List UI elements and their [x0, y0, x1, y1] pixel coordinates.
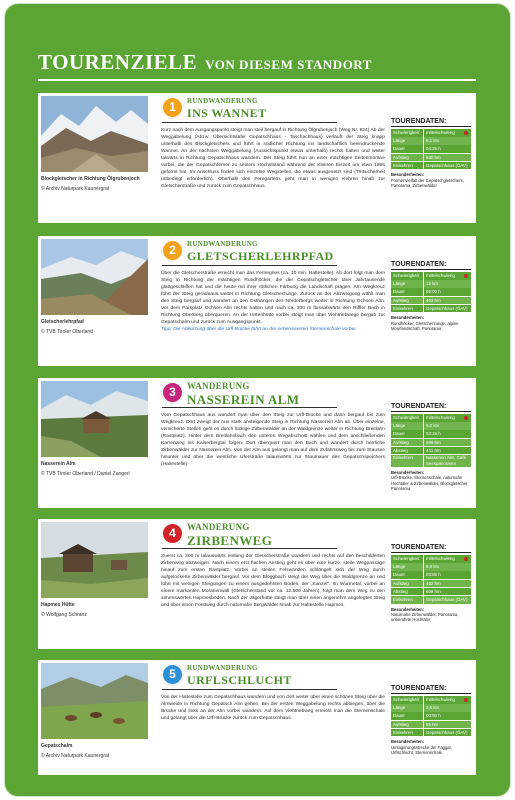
tour-panel-3 — [38, 378, 476, 508]
tour-panel-5 — [38, 660, 476, 775]
special-features — [391, 470, 471, 492]
special-features — [391, 607, 471, 623]
fact-value: 8,6 km — [426, 564, 440, 570]
features-label: Besonderheiten: — [391, 606, 425, 612]
features-label: Besonderheiten: — [391, 315, 425, 321]
fact-key: Einkehren — [391, 729, 424, 737]
caption-place-4: Hapmes Hütte — [41, 602, 75, 608]
tour-photo-1 — [41, 96, 148, 172]
tour-facts — [391, 261, 471, 332]
caption-credit-1: © Archiv Naturpark Kaunergrat — [41, 186, 110, 192]
fact-key: Abstieg — [391, 447, 424, 455]
fact-row — [391, 721, 471, 729]
fact-row — [391, 704, 471, 712]
fact-row — [391, 280, 471, 288]
tour-description: Vom Gepatschhaus aus wandert man über den Steig zur Urfl-Brücke und dann bergauf bis zum Wegkreuz. Dort zweigt der nun stark ansteigende Steig in Richtung Nasserein Alm ab. Über einzelne, versicherte Stellen geht es durch lückige Zirbenwälder an der Waldgrenze weiter in Richtung Breitlahn (Rastplatz). Hinter dem Breitlahnbach den unteren Wegabschnitt wählen und dem anschließenden Karrenweg ins Kaiserbergtal folgen. Dort überquert man den Bach und wandert durch herrliche Zirbenwälder zur Nasserein Alm. Von der Alm aus gelangt man auf dem Zufahrtsweg bis zum Stausee hinunter und über die westliche Uferstraße talauswärts zur Staumauer des Gepatschspeichers (Haltestelle). — [161, 413, 385, 467]
special-features — [391, 739, 471, 755]
features-label: Besonderheiten: — [391, 739, 425, 745]
fact-value: 288 hm — [426, 439, 441, 445]
fact-row — [391, 430, 471, 438]
difficulty-dot-icon — [464, 274, 468, 278]
fact-value: 9,2 km — [426, 423, 440, 429]
fact-row — [391, 162, 471, 170]
title-divider — [38, 79, 476, 81]
tour-photo-2 — [41, 239, 148, 315]
fact-key: Schwierigkeit — [391, 129, 424, 137]
tour-name: GLETSCHERLEHRPFAD — [187, 249, 334, 263]
fact-row — [391, 563, 471, 571]
fact-row — [391, 137, 471, 145]
features-label: Besonderheiten: — [391, 172, 425, 178]
fact-value: 05:00 h — [426, 289, 441, 295]
fact-row — [391, 588, 471, 596]
tour-kicker: RUNDWANDERUNG — [187, 97, 258, 105]
facts-title: TOURENDATEN: — [391, 685, 471, 694]
tour-facts — [391, 118, 471, 189]
difficulty-dot-icon — [464, 698, 468, 702]
fact-row — [391, 414, 471, 422]
fact-row — [391, 272, 471, 280]
tour-name: ZIRBENWEG — [187, 533, 273, 548]
fact-key: Länge — [391, 280, 424, 288]
fact-row — [391, 447, 471, 455]
photo-caption-4 — [41, 602, 151, 619]
fact-key: Abstieg — [391, 588, 424, 596]
fact-key: Schwierigkeit — [391, 696, 424, 704]
tour-divider — [162, 689, 337, 690]
fact-row — [391, 129, 471, 137]
title-main: TOURENZIELE — [38, 50, 198, 74]
tour-tip: Tipp: Die Abkürzung über die Urfl-Brücke führt an der sehenswerten Sternenschale vorbei. — [161, 327, 357, 332]
fact-row — [391, 305, 471, 313]
tour-divider — [162, 122, 337, 123]
fact-value: 00:50 h — [426, 713, 441, 719]
special-features — [391, 172, 471, 188]
fact-row — [391, 571, 471, 579]
page-title — [38, 50, 468, 75]
facts-title: TOURENDATEN: — [391, 403, 471, 412]
fact-key: Schwierigkeit — [391, 414, 424, 422]
facts-title: TOURENDATEN: — [391, 544, 471, 553]
features-value: Naturnahe Zirbenwälder, Panorama, unberührte Hochtäler — [391, 611, 459, 623]
fact-key: Aufstieg — [391, 721, 424, 729]
difficulty-dot-icon — [464, 557, 468, 561]
fact-row — [391, 288, 471, 296]
fact-row — [391, 439, 471, 447]
tour-kicker: RUNDWANDERUNG — [187, 664, 258, 672]
photo-caption-3 — [41, 461, 151, 478]
difficulty-dot-icon — [464, 131, 468, 135]
features-value: Umlagerungsstrecke der Faggar, Urflschlucht, Sternenschale — [391, 744, 452, 756]
tour-kicker: WANDERUNG — [187, 522, 250, 532]
fact-row — [391, 712, 471, 720]
fact-value: 12 km — [426, 281, 438, 287]
fact-value: mittelschwierig — [426, 697, 455, 702]
fact-value: 452 hm — [426, 580, 441, 586]
tour-number-badge: 4 — [162, 523, 183, 544]
tour-divider — [162, 407, 337, 408]
caption-credit-5: © Archiv Naturpark Kaunergrat — [41, 753, 110, 759]
tour-text: Über die Gletscherstraße erreicht man das Fernegries (ca. 10 min. Haltestelle). Ab dort folgt man dem Steig in Richtung der mächtigen Rundhöcker, die der Gepatschgletscher über Jahrtausende glattgeschliffen hat und die heute mit ihrer rötlichen Färbung die Landschaft prägen. Am Wegkreuz führt der Steig geradeaus weiter in Richtung Gletscherzunge. Zurück an der Abzweigung wählt man den Steig bergauf und wandert an den Osthängen des Nörderbergs weiter in Richtung Ochsen Alm. Vor dem Parkplatz Ochsen Alm rechts halten und nach ca. 300 m flussabwärts den Riffler Bach in Richtung Oberberg überqueren. An der Hirtenhütte vorbei steigt man über Viehtriebwege bergab zur Gepatschalm und zurück zum Ausgangspunkt. — [161, 271, 385, 325]
difficulty-dot-icon — [464, 416, 468, 420]
tour-description: Kurz nach dem Ausgangspunkt steigt man steil bergauf in Richtung Ölgrubenjoch (Weg Nr. 924) Ab der Weggabelung (Abzw. Übersichtstafel Gepatschhaus - Taschachhaus) verläuft der Steig knapp unterhalb des Blockgletschers und führt in südlicher Richtung ins landschaftlich beeindruckende Wannet. An der nächsten Weggabelung (Aussichtspunkt etwas unterhalb) rechts halten und weiter talwärts in Richtung Gepatschhaus wandern. Der Steig führt nun an einer mächtigen Seitenmoräne vorbei, die der Gepatschferner zu seinem Hochststand während der Kleinen Eiszeit um etwa 1855 geformt hat. Im Anschluss finden sich einzelne Wegstellen, die etwas ausgesetzt sind (Trittsicherheit unbedingt erforderlich). Oberhalb des Ferngartens geht man in wenigen Kehren hinab zur Gletscherstraße und zurück zum Gepatschhaus. — [161, 128, 385, 189]
fact-key: Länge — [391, 422, 424, 430]
caption-place-5: Gepatschalm — [41, 743, 73, 749]
caption-credit-2: © TVB Tiroler Oberland — [41, 329, 93, 335]
fact-key: Dauer — [391, 430, 424, 438]
fact-row — [391, 297, 471, 305]
fact-value: 630 hm — [426, 154, 441, 160]
fact-value: 463 hm — [426, 297, 441, 303]
fact-value: mittelschwierig — [426, 415, 455, 420]
photo-caption-2 — [41, 319, 151, 336]
fact-key: Schwierigkeit — [391, 555, 424, 563]
fact-row — [391, 555, 471, 563]
fact-row — [391, 154, 471, 162]
fact-value: Gepatschhaus (ÖAV) — [426, 305, 468, 311]
tour-name: NASSEREIN ALM — [187, 392, 300, 407]
caption-credit-3: © TVB Tiroler Oberland / Daniel Zangerl — [41, 471, 130, 477]
fact-key: Aufstieg — [391, 580, 424, 588]
tour-panel-4 — [38, 519, 476, 649]
fact-key: Dauer — [391, 288, 424, 296]
tour-name: INS WANNET — [187, 106, 267, 120]
fact-key: Dauer — [391, 571, 424, 579]
features-label: Besonderheiten: — [391, 469, 425, 475]
photo-caption-1 — [41, 176, 151, 193]
fact-row — [391, 455, 471, 467]
fact-value: 04:25 h — [426, 146, 441, 152]
tour-name: URFLSCHLUCHT — [187, 673, 292, 687]
tour-photo-5 — [41, 663, 148, 739]
fact-key: Länge — [391, 137, 424, 145]
features-value: Formenvielfalt der Gepatschgletschers, Panorama, Zirbenwälder — [391, 177, 464, 189]
caption-credit-4: © Wolfgang Schranz — [41, 612, 87, 618]
fact-key: Einkehren — [391, 305, 424, 313]
fact-value: 55 hm — [426, 721, 439, 727]
fact-row — [391, 596, 471, 604]
photo-caption-5 — [41, 743, 151, 760]
fact-row — [391, 145, 471, 153]
fact-key: Aufstieg — [391, 154, 424, 162]
tour-description — [161, 270, 385, 333]
fact-row — [391, 422, 471, 430]
tour-facts — [391, 685, 471, 756]
fact-key: Einkehren — [391, 455, 424, 467]
tour-description: Zuerst ca. 300 m talauswärts entlang der Gletscherstraße wandern und rechts auf den beschilderten Zirbenweg abzweigen. Nach einem erst flachen Anstieg geht es über eine kurze, steile Wegpassage hinauf zum ersten Rastplatz. Vorbei an steilen Felswänden schlängelt sich der Weg durch aufgelockerte Zirbenwälder bergauf. Vor dem Blöggbach steigt der Weg über die Waldgrenze an und führt mit wenigen Steigungen zu einem ausgedehnten Boden, der „Kanzel“. Im Wurmetal, vorbei an einem markanten Moränenwall (Gletscherstand vor ca. 12.500 Jahren), folgt man dem Weg zu den sehenswerten Hapmesböden. Nach der Jägerhütte steigt man über einen angenehm angelegten Steig und über einen Forstweg durch naturnahe Bergwälder hinab zur Haltestelle Hapmes. — [161, 554, 385, 608]
fact-row — [391, 580, 471, 588]
tour-panel-2 — [38, 236, 476, 366]
fact-value: 03:55 h — [426, 572, 441, 578]
fact-key: Einkehren — [391, 596, 424, 604]
tour-kicker: WANDERUNG — [187, 381, 250, 391]
fact-value: 03:15 h — [426, 431, 441, 437]
tour-panel-1 — [38, 93, 476, 223]
fact-value: 8,1 km — [426, 138, 440, 144]
caption-place-2: Gletscherlehrpfad — [41, 319, 84, 325]
fact-value: Gepatschhaus (ÖAV) — [426, 729, 468, 735]
tour-kicker: RUNDWANDERUNG — [187, 240, 258, 248]
tour-divider — [162, 548, 337, 549]
fact-row — [391, 696, 471, 704]
tour-divider — [162, 265, 337, 266]
fact-key: Schwierigkeit — [391, 272, 424, 280]
fact-value: Gepatschhaus (ÖAV) — [426, 162, 468, 168]
fact-value: mittelschwierig — [426, 556, 455, 561]
caption-place-3: Nasserein Alm — [41, 461, 76, 467]
tour-number-badge: 5 — [162, 664, 183, 685]
fact-row — [391, 729, 471, 737]
fact-value: Gepatschhaus (ÖAV) — [426, 596, 468, 602]
fact-value: mittelschwierig — [426, 130, 455, 135]
fact-value: 2,6 km — [426, 705, 440, 711]
facts-title: TOURENDATEN: — [391, 118, 471, 127]
caption-place-1: Blockgletscher in Richtung Ölgrubenjoch — [41, 176, 140, 182]
tour-number-badge: 2 — [162, 240, 183, 261]
tour-description: Von der Haltestelle zum Gepatschhaus wandern und von dort weiter über einen schönen Steig über die Almweide in Richtung Gepatsch Alm gehen. Bei der ersten Weggabelung rechts abbiegen, über die Brücke und links an der Alm vorbei wandern. Auf dem Viehtriebweg erreicht man die Sternenschale und gelangt über die Urfl-Brücke zurück zum Gepatschhaus. — [161, 695, 385, 721]
tour-number-badge: 3 — [162, 382, 183, 403]
fact-value: mittelschwierig — [426, 273, 455, 278]
fact-value: Nasserein Alm, Café Seespanorama — [426, 454, 467, 466]
fact-value: 609 hm — [426, 588, 441, 594]
tour-photo-4 — [41, 522, 148, 598]
fact-value: 441 hm — [426, 447, 441, 453]
tour-facts — [391, 544, 471, 623]
tour-number-badge: 1 — [162, 97, 183, 118]
facts-title: TOURENDATEN: — [391, 261, 471, 270]
fact-key: Dauer — [391, 712, 424, 720]
title-sub: VON DIESEM STANDORT — [205, 57, 372, 72]
special-features — [391, 315, 471, 331]
features-value: Rundhöcker, Gletscherzunge, alpine Moorlandschaft, Panorama — [391, 320, 459, 332]
fact-key: Dauer — [391, 145, 424, 153]
fact-key: Aufstieg — [391, 297, 424, 305]
fact-key: Einkehren — [391, 162, 424, 170]
tour-photo-3 — [41, 381, 148, 457]
fact-key: Länge — [391, 704, 424, 712]
tour-facts — [391, 403, 471, 492]
features-value: Urfl-Brücke, Sternenschale, naturnahe Hochtäler & Zirbenwälder, Blockgletscher, Panorama — [391, 475, 469, 492]
fact-key: Länge — [391, 563, 424, 571]
fact-key: Aufstieg — [391, 439, 424, 447]
